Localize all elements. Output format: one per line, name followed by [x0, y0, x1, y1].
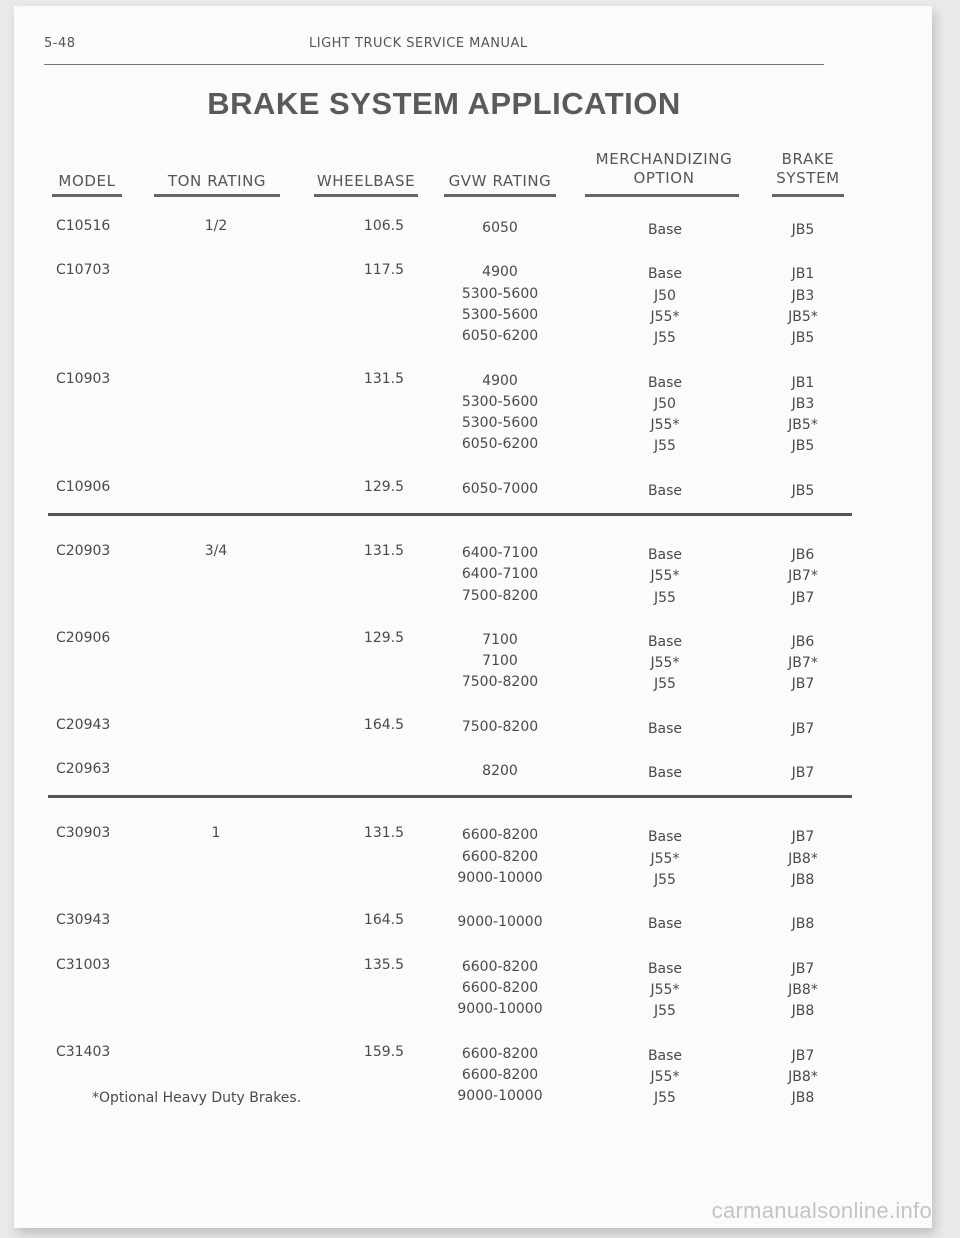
option-cell: J55* — [650, 417, 680, 434]
header-wheelbase: WHEELBASE — [306, 172, 426, 190]
option-cell: Base — [647, 1047, 683, 1064]
brake-system-cell: JB8* — [788, 1068, 818, 1085]
brake-system-cell: JB8 — [791, 1003, 815, 1020]
gvw-rating-cell: 7500-8200 — [461, 587, 539, 604]
brake-system-cell: JB5 — [791, 330, 815, 347]
gvw-rating-cell: 6050-6200 — [461, 436, 539, 453]
gvw-rating-cell: 7100 — [482, 653, 518, 670]
option-cell: Base — [647, 547, 683, 563]
option-cell: J55* — [650, 1068, 680, 1085]
watermark: carmanualsonline.info — [711, 1198, 932, 1223]
gvw-rating-cell: 9000-10000 — [457, 914, 543, 931]
option-cell: J55 — [654, 438, 676, 455]
running-header — [44, 36, 824, 65]
brake-system-cell: JB3 — [791, 395, 815, 412]
footnote: *Optional Heavy Duty Brakes. — [92, 1090, 302, 1106]
gvw-rating-cell: 6600-8200 — [461, 979, 539, 996]
model-cell: C20963 — [56, 761, 111, 778]
page-number: 5-48 — [44, 36, 76, 51]
brake-system-cell: JB5* — [788, 417, 818, 434]
ton-rating-cell: 1/2 — [204, 218, 228, 234]
brake-system-cell: JB6 — [791, 633, 815, 650]
option-cell: J55 — [654, 1003, 676, 1020]
gvw-rating-cell: 7500-8200 — [461, 674, 539, 691]
option-cell: J55 — [654, 589, 676, 606]
option-cell: Base — [647, 266, 683, 283]
wheelbase-cell: 164.5 — [363, 716, 404, 733]
option-cell: J55 — [654, 330, 676, 347]
gvw-rating-cell: 6600-8200 — [461, 827, 539, 844]
ton-rating-cell: 1 — [211, 825, 221, 842]
model-cell: C10903 — [56, 370, 111, 387]
manual-page — [14, 6, 932, 1228]
gvw-rating-cell: 5300-5600 — [461, 415, 539, 432]
header-model: MODEL — [42, 172, 132, 190]
gvw-rating-cell: 6600-8200 — [461, 848, 539, 865]
model-cell: C31403 — [56, 1043, 111, 1060]
option-cell: J55* — [650, 655, 680, 672]
wheelbase-cell: 131.5 — [363, 825, 404, 842]
gvw-rating-cell: 4900 — [482, 372, 518, 389]
option-cell: J55 — [654, 871, 676, 888]
brake-system-cell: JB1 — [791, 266, 815, 283]
manual-title: LIGHT TRUCK SERVICE MANUAL — [309, 36, 528, 51]
wheelbase-cell: 135.5 — [363, 956, 404, 973]
model-cell: C10703 — [56, 262, 111, 279]
model-cell: C20906 — [56, 629, 111, 646]
option-cell: J55* — [650, 308, 680, 325]
model-cell: C20903 — [56, 543, 111, 559]
option-cell: J55* — [650, 568, 680, 585]
gvw-rating-cell: 6400-7100 — [461, 545, 539, 561]
header-merchandizing-option: MERCHANDIZING OPTION — [579, 150, 749, 187]
gvw-rating-cell: 6600-8200 — [461, 1066, 539, 1083]
brake-system-cell: JB7 — [791, 829, 815, 846]
brake-system-cell: JB7 — [791, 720, 815, 737]
option-cell: Base — [647, 633, 683, 650]
gvw-rating-cell: 6050-6200 — [461, 328, 539, 345]
option-cell: J50 — [654, 287, 676, 304]
option-cell: Base — [647, 720, 683, 737]
gvw-rating-cell: 6050-7000 — [461, 480, 539, 497]
brake-system-cell: JB7 — [791, 960, 815, 977]
brake-system-cell: JB8 — [791, 871, 815, 888]
option-cell: J55* — [650, 850, 680, 867]
brake-system-cell: JB1 — [791, 374, 815, 391]
gvw-rating-cell: 5300-5600 — [461, 393, 539, 410]
gvw-rating-cell: 4900 — [482, 264, 518, 281]
model-cell: C31003 — [56, 956, 111, 973]
header-gvw-rating: GVW RATING — [434, 172, 566, 190]
gvw-rating-cell: 6400-7100 — [461, 566, 539, 583]
brake-system-cell: JB5* — [788, 308, 818, 325]
gvw-rating-cell: 7100 — [482, 631, 518, 648]
wheelbase-cell: 117.5 — [363, 262, 404, 279]
group-divider — [48, 513, 852, 516]
model-cell: C30943 — [56, 912, 111, 929]
wheelbase-cell: 131.5 — [363, 543, 404, 559]
brake-system-cell: JB5 — [791, 222, 815, 238]
model-cell: C20943 — [56, 716, 111, 733]
brake-system-cell: JB8 — [791, 1090, 815, 1107]
ton-rating-cell: 3/4 — [204, 543, 228, 559]
brake-system-cell: JB7* — [788, 568, 818, 585]
model-cell: C10906 — [56, 478, 111, 495]
header-brake-system: BRAKE SYSTEM — [766, 150, 850, 187]
brake-system-cell: JB8* — [788, 850, 818, 867]
model-cell: C10516 — [56, 218, 111, 234]
option-cell: J55 — [654, 1090, 676, 1107]
brake-system-cell: JB8* — [788, 981, 818, 998]
option-cell: Base — [647, 374, 683, 391]
brake-system-cell: JB7* — [788, 655, 818, 672]
option-cell: Base — [647, 222, 683, 238]
gvw-rating-cell: 6600-8200 — [461, 1045, 539, 1062]
option-cell: Base — [647, 960, 683, 977]
wheelbase-cell: 129.5 — [363, 629, 404, 646]
wheelbase-cell: 164.5 — [363, 912, 404, 929]
brake-system-cell: JB7 — [791, 765, 815, 782]
brake-system-cell: JB6 — [791, 547, 815, 563]
brake-system-cell: JB7 — [791, 676, 815, 693]
option-cell: Base — [647, 916, 683, 933]
model-cell: C30903 — [56, 825, 111, 842]
option-cell: J50 — [654, 395, 676, 412]
brake-system-cell: JB7 — [791, 589, 815, 606]
wheelbase-cell: 159.5 — [363, 1043, 404, 1060]
wheelbase-cell: 106.5 — [363, 218, 404, 234]
brake-system-cell: JB3 — [791, 287, 815, 304]
gvw-rating-cell: 9000-10000 — [457, 1088, 543, 1105]
option-cell: Base — [647, 482, 683, 499]
option-cell: Base — [647, 829, 683, 846]
page-title: BRAKE SYSTEM APPLICATION — [207, 86, 681, 121]
brake-system-cell: JB8 — [791, 916, 815, 933]
wheelbase-cell: 129.5 — [363, 478, 404, 495]
gvw-rating-cell: 7500-8200 — [461, 718, 539, 735]
header-ton-rating: TON RATING — [142, 172, 292, 190]
gvw-rating-cell: 8200 — [482, 763, 518, 780]
brake-system-cell: JB5 — [791, 482, 815, 499]
gvw-rating-cell: 6600-8200 — [461, 958, 539, 975]
gvw-rating-cell: 6050 — [482, 220, 518, 236]
brake-system-cell: JB7 — [791, 1047, 815, 1064]
gvw-rating-cell: 9000-10000 — [457, 1001, 543, 1018]
option-cell: J55* — [650, 981, 680, 998]
wheelbase-cell: 131.5 — [363, 370, 404, 387]
option-cell: Base — [647, 765, 683, 782]
option-cell: J55 — [654, 676, 676, 693]
brake-system-cell: JB5 — [791, 438, 815, 455]
group-divider — [48, 795, 852, 798]
gvw-rating-cell: 5300-5600 — [461, 306, 539, 323]
gvw-rating-cell: 5300-5600 — [461, 285, 539, 302]
gvw-rating-cell: 9000-10000 — [457, 869, 543, 886]
